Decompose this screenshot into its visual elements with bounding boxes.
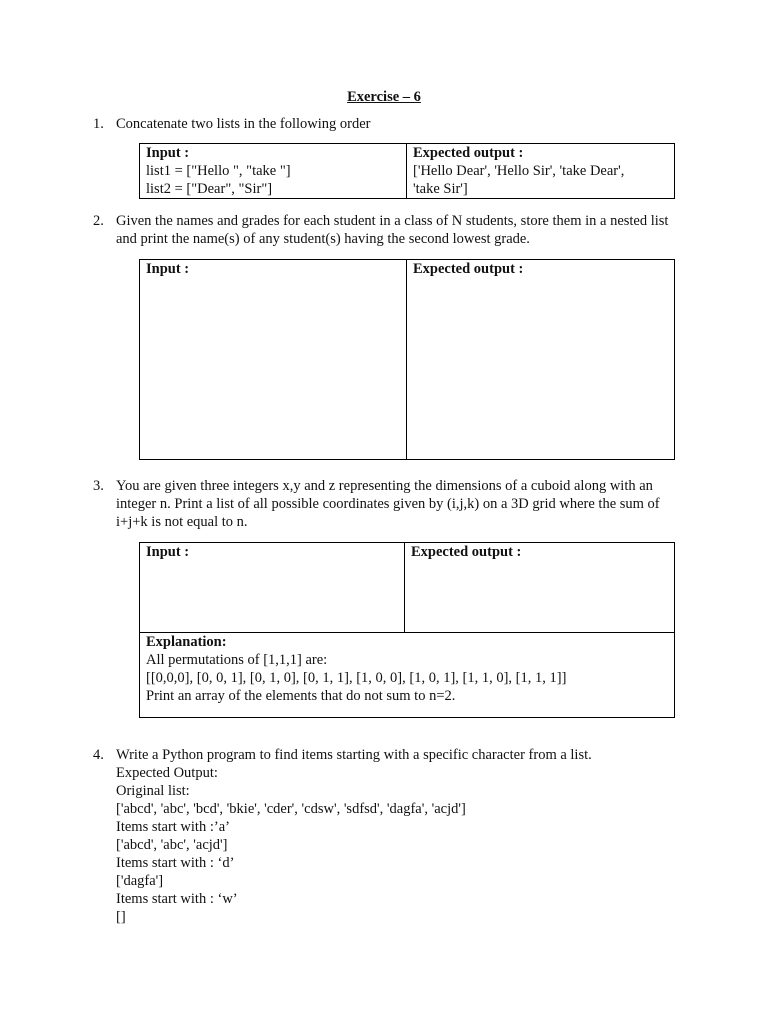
output-line: ['dagfa'] <box>116 873 164 889</box>
q3-explanation-cell <box>140 633 675 718</box>
explanation-line: Print an array of the elements that do not sum to n=2. <box>146 688 456 704</box>
explanation-line: [[0,0,0], [0, 0, 1], [0, 1, 0], [0, 1, 1], [1, 0, 0], [1, 0, 1], [1, 1, 0], [1, 1, 1]] <box>146 670 567 686</box>
output-line: ['Hello Dear', 'Hello Sir', 'take Dear', <box>413 163 625 179</box>
q3-input-cell <box>140 543 405 633</box>
question-text: Given the names and grades for each student in a class of N students, store them in a nested list and print the name(s) of any student(s) having the second lowest grade. <box>116 213 669 247</box>
question-number: 2. <box>93 213 104 229</box>
output-label: Expected output : <box>413 261 524 277</box>
question-number: 3. <box>93 478 104 494</box>
output-line: Original list: <box>116 783 190 799</box>
output-line: 'take Sir'] <box>413 181 468 197</box>
q2-table <box>139 259 675 460</box>
input-label: Input : <box>146 261 190 277</box>
input-line: list2 = ["Dear", "Sir"] <box>146 181 273 197</box>
output-line: Items start with : ‘w’ <box>116 891 238 907</box>
explanation-line: All permutations of [1,1,1] are: <box>146 652 328 668</box>
question-3 <box>93 477 683 533</box>
question-text: Write a Python program to find items starting with a specific character from a list. <box>116 747 592 763</box>
output-label: Expected output : <box>411 544 522 560</box>
q4-expected-output <box>116 764 466 926</box>
output-line: Items start with :’a’ <box>116 819 230 835</box>
output-line: Expected Output: <box>116 765 218 781</box>
q3-output-cell <box>405 543 675 633</box>
q1-output-cell <box>407 144 675 199</box>
output-line: ['abcd', 'abc', 'acjd'] <box>116 837 228 853</box>
q2-output-cell <box>407 260 675 460</box>
question-text: Concatenate two lists in the following order <box>116 116 371 132</box>
q3-table <box>139 542 675 718</box>
input-line: list1 = ["Hello ", "take "] <box>146 163 291 179</box>
question-2 <box>93 212 683 252</box>
question-number: 1. <box>93 116 104 132</box>
q1-table <box>139 143 675 199</box>
q2-input-cell <box>140 260 407 460</box>
output-label: Expected output : <box>413 145 524 161</box>
output-line: ['abcd', 'abc', 'bcd', 'bkie', 'cder', 'cdsw', 'sdfsd', 'dagfa', 'acjd'] <box>116 801 466 817</box>
page-title: Exercise – 6 <box>347 89 421 105</box>
explanation-label: Explanation: <box>146 634 227 650</box>
q1-input-cell <box>140 144 407 199</box>
output-line: Items start with : ‘d’ <box>116 855 235 871</box>
input-label: Input : <box>146 145 190 161</box>
question-text: You are given three integers x,y and z representing the dimensions of a cuboid along with an integer n. Print a list of all possible coordinates given by (i,j,k) on a 3D grid where the sum of i+j+k is not equal to n. <box>116 478 660 530</box>
input-label: Input : <box>146 544 190 560</box>
output-line: [] <box>116 909 126 925</box>
question-number: 4. <box>93 747 104 763</box>
